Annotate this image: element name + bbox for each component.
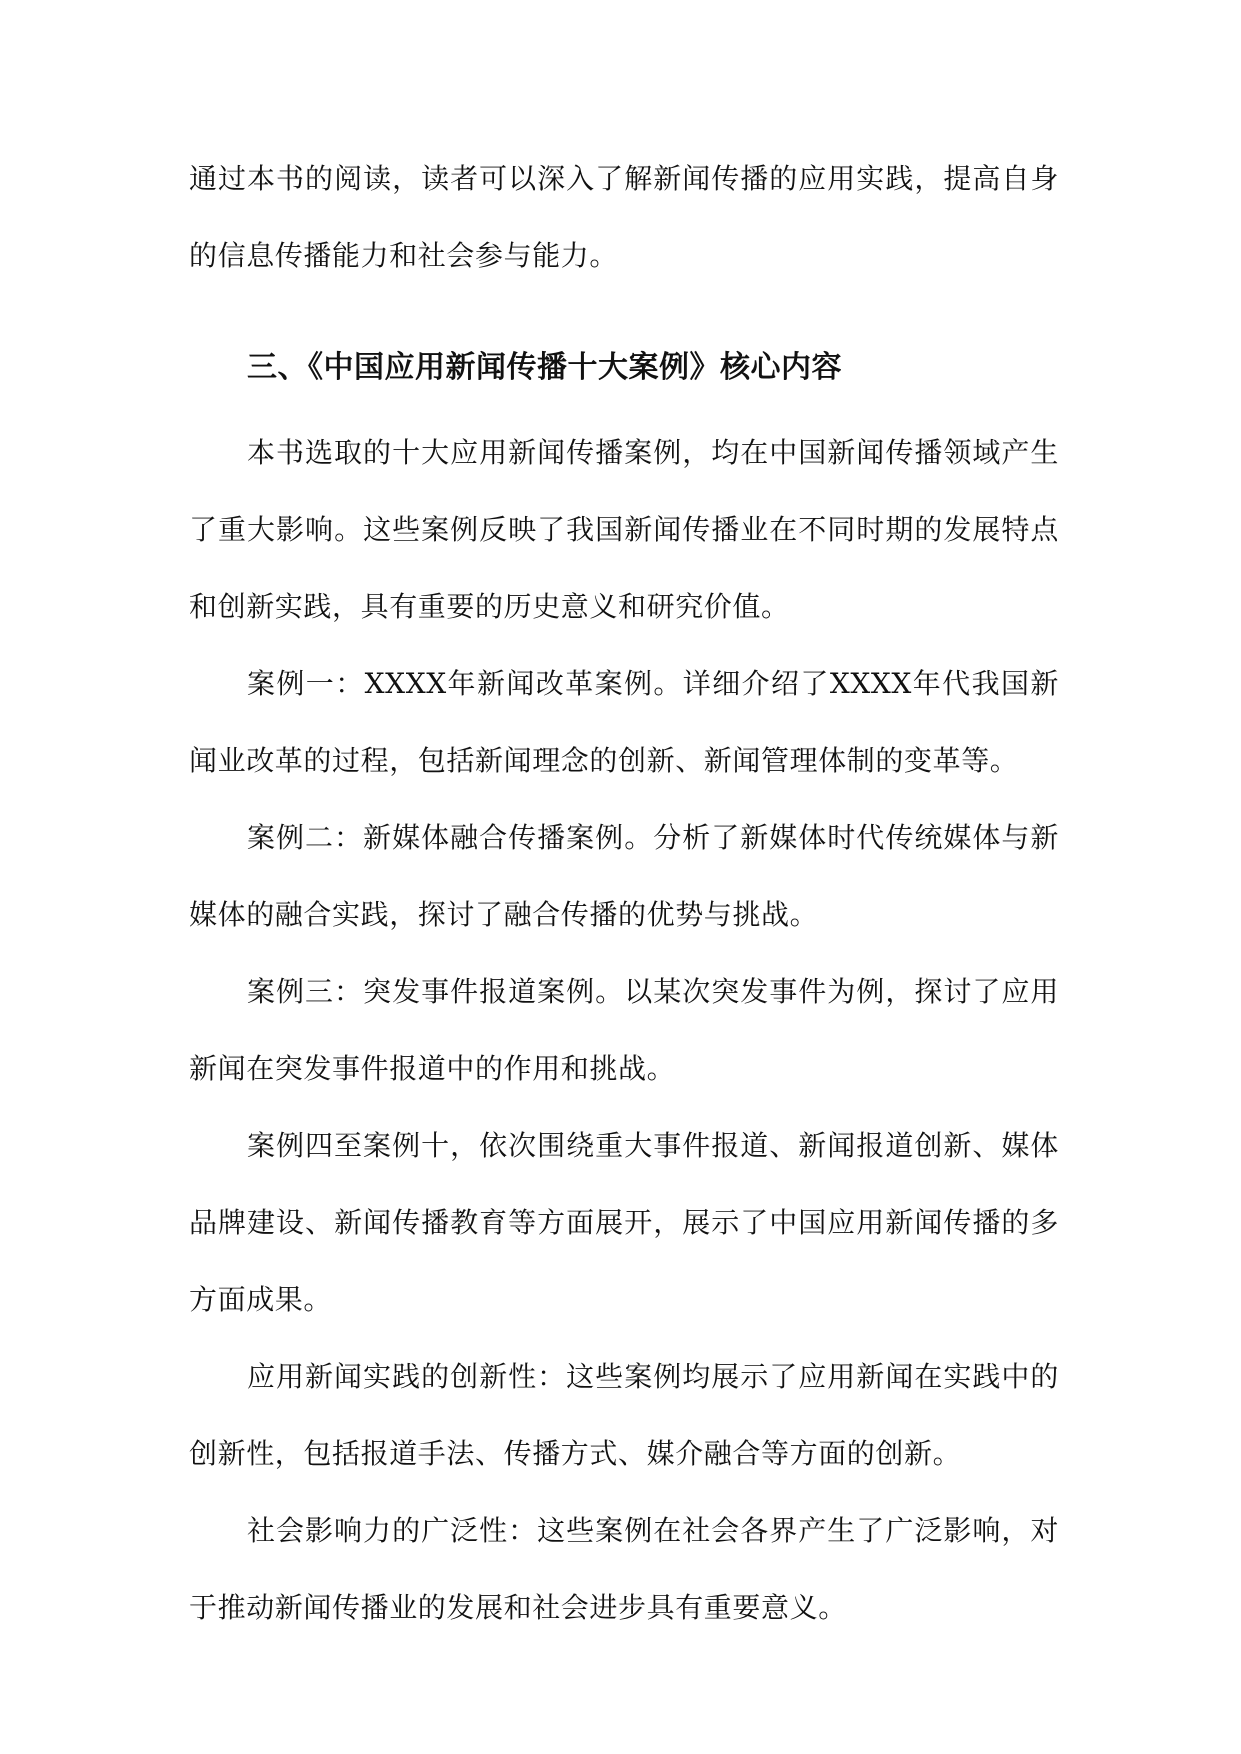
section-heading: 三、《中国应用新闻传播十大案例》核心内容 [247,350,842,385]
case-paragraph: 案例二：新媒体融合传播案例。分析了新媒体时代传统媒体与新媒体的融合实践，探讨了融合传播的优势与挑战。 [189,821,1059,931]
body-paragraph: 本书选取的十大应用新闻传播案例，均在中国新闻传播领域产生了重大影响。这些案例反映了我国新闻传播业在不同时期的发展特点和创新实践，具有重要的历史意义和研究价值。 [189,436,1059,623]
case-paragraph: 案例四至案例十，依次围绕重大事件报道、新闻报道创新、媒体品牌建设、新闻传播教育等方面展开，展示了中国应用新闻传播的多方面成果。 [189,1129,1059,1316]
intro-paragraph: 通过本书的阅读，读者可以深入了解新闻传播的应用实践，提高自身的信息传播能力和社会参与能力。 [189,162,1059,272]
document-page [189,140,1059,1646]
case-paragraph: 案例一：XXXX年新闻改革案例。详细介绍了XXXX年代我国新闻业改革的过程，包括新闻理念的创新、新闻管理体制的变革等。 [189,667,1059,777]
feature-paragraph: 应用新闻实践的创新性：这些案例均展示了应用新闻在实践中的创新性，包括报道手法、传播方式、媒介融合等方面的创新。 [189,1360,1059,1470]
feature-paragraph: 社会影响力的广泛性：这些案例在社会各界产生了广泛影响，对于推动新闻传播业的发展和社会进步具有重要意义。 [189,1514,1059,1624]
case-paragraph: 案例三：突发事件报道案例。以某次突发事件为例，探讨了应用新闻在突发事件报道中的作用和挑战。 [189,975,1059,1085]
